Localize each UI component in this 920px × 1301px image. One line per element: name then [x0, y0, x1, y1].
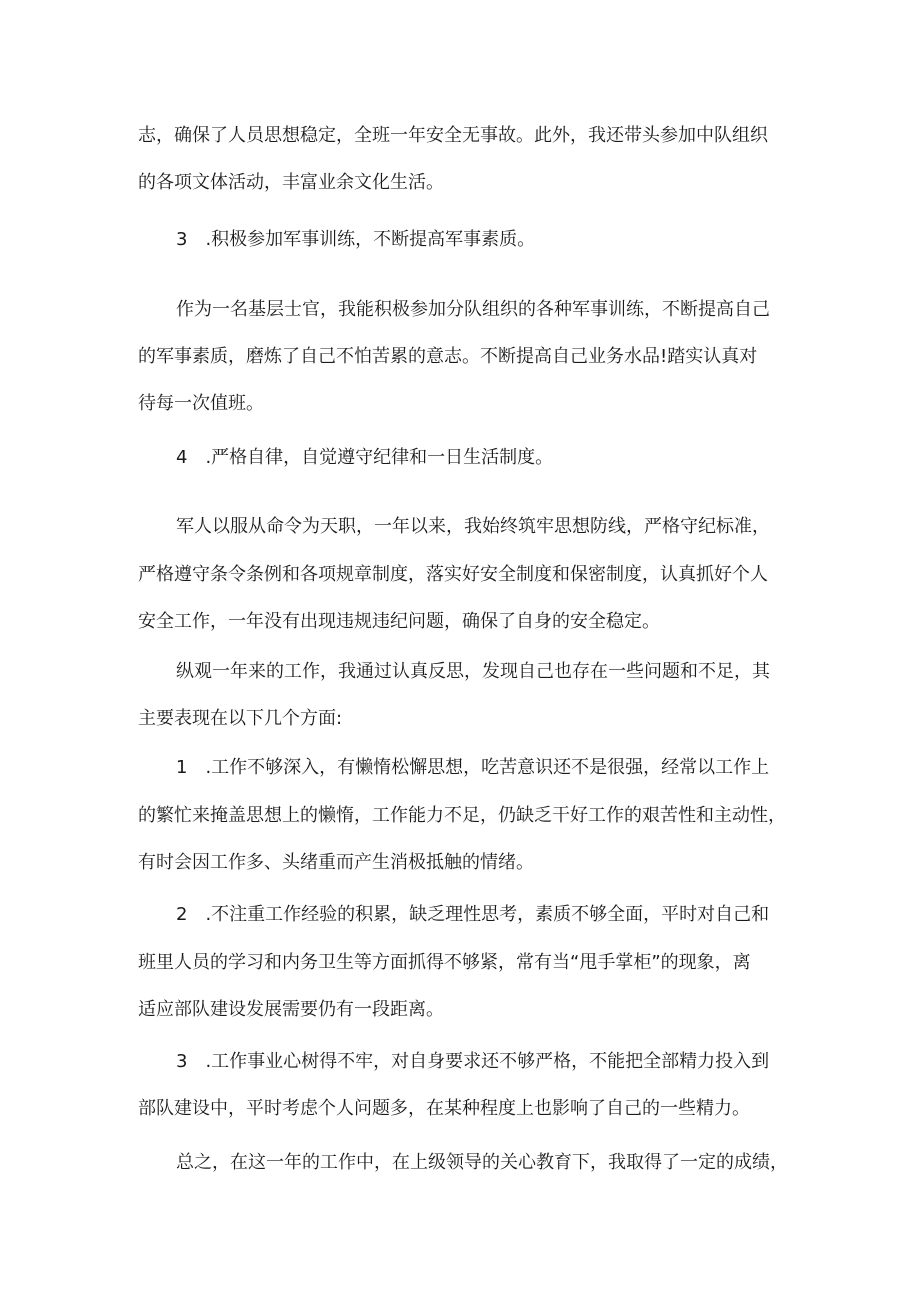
text-line: 的繁忙来掩盖思想上的懒惰，工作能力不足，仍缺乏干好工作的艰苦性和主动性，: [138, 805, 786, 826]
text-line: 严格遵守条令条例和各项规章制度，落实好安全制度和保密制度，认真抓好个人: [138, 564, 768, 585]
list-item: 2 .不注重工作经验的积累，缺乏理性思考，素质不够全面，平时对自己和: [176, 904, 770, 925]
text-line: 主要表现在以下几个方面:: [138, 708, 343, 729]
text-line: 总之，在这一年的工作中，在上级领导的关心教育下，我取得了一定的成绩，: [176, 1152, 788, 1173]
list-item: 1 .工作不够深入，有懒惰松懈思想，吃苦意识还不是很强，经常以工作上: [176, 757, 770, 778]
text-line: 的军事素质，磨炼了自己不怕苦累的意志。不断提高自己业务水品!踏实认真对: [138, 346, 758, 367]
text-line: 军人以服从命令为天职，一年以来，我始终筑牢思想防线，严格守纪标准，: [176, 516, 770, 537]
text-line: 志，确保了人员思想稳定，全班一年安全无事故。此外，我还带头参加中队组织: [138, 125, 768, 146]
text-line: 纵观一年来的工作，我通过认真反思，发现自己也存在一些问题和不足，其: [176, 661, 770, 682]
text-line: 适应部队建设发展需要仍有一段距离。: [138, 999, 444, 1020]
text-line: 班里人员的学习和内务卫生等方面抓得不够紧，常有当“甩手掌柜”的现象，离: [138, 952, 751, 973]
text-line: 的各项文体活动，丰富业余文化生活。: [138, 172, 444, 193]
section-heading: 3 .积极参加军事训练，不断提高军事素质。: [176, 229, 536, 250]
text-line: 部队建设中，平时考虑个人问题多，在某种程度上也影响了自己的一些精力。: [138, 1098, 750, 1119]
text-line: 待每一次值班。: [138, 393, 264, 414]
list-item: 3 .工作事业心树得不牢，对自身要求还不够严格，不能把全部精力投入到: [176, 1051, 770, 1072]
text-line: 有时会因工作多、头绪重而产生消极抵触的情绪。: [138, 852, 534, 873]
section-heading: 4 .严格自律，自觉遵守纪律和一日生活制度。: [176, 447, 554, 468]
text-line: 作为一名基层士官，我能积极参加分队组织的各种军事训练，不断提高自己: [176, 299, 770, 320]
text-line: 安全工作，一年没有出现违规违纪问题，确保了自身的安全稳定。: [138, 611, 660, 632]
